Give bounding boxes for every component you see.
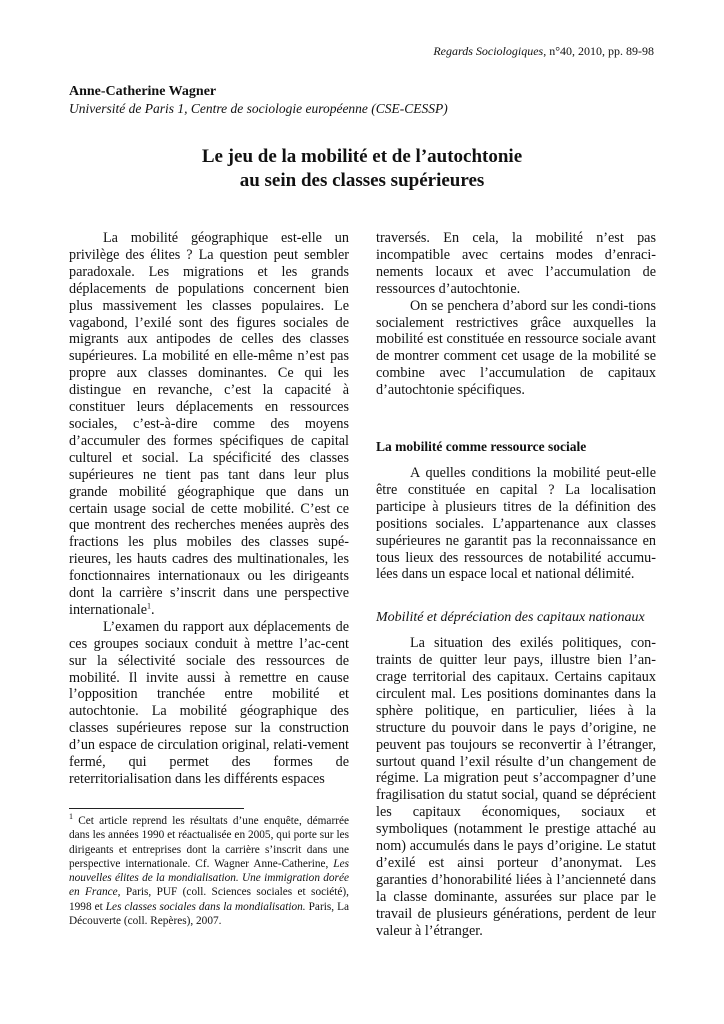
footnote-book-title: Les nouvelles élites de la mondialisation. Une immigration dorée en France, bbox=[69, 857, 349, 899]
footnote-separator bbox=[69, 808, 244, 809]
paragraph-end: . bbox=[151, 601, 155, 618]
paragraph: L’examen du rapport aux déplacements de ces groupes sociaux conduit à mettre l’ac-cent sur la sélectivité sociale des ressources de mobilité. Il invite aussi à remettre en cause l’opposition tranchée entre mobilité et autochtonie. La mobilité géographique des classes supérieures repose sur la construction d’un espace de circulation original, relati-vement fermé, qui permet des formes de reterritorialisation dans les différents espaces bbox=[69, 618, 349, 787]
title-line-1: Le jeu de la mobilité et de l’autochtonie bbox=[201, 146, 523, 167]
left-column bbox=[69, 230, 349, 788]
footnote bbox=[69, 814, 349, 928]
section-heading: La mobilité comme ressource sociale bbox=[376, 439, 587, 455]
footnote-text: Paris, La Découverte (coll. Repères), 2007. bbox=[69, 900, 349, 928]
title-line-2: au sein des classes supérieures bbox=[239, 170, 485, 191]
journal-citation bbox=[433, 44, 654, 59]
paragraph-text: La mobilité géographique est-elle un privilège des élites ? La question peut sembler paradoxale. Les migrations et les grands déplacements de populations concernent bien plus massivement les classes populaires. Le vagabond, l’exilé sont des figures sociales de migrants aux antipodes de celles des classes supérieures. La mobilité en elle-même n’est pas propre aux classes dominantes. Ce qui les distingue en revanche, c’est la capacité à constituer leurs déplacements en ressources sociales, c’est-à-dire comme des moyens d’accumuler des formes spécifiques de capital culturel et social. La spécificité des classes supérieures ne tient pas tant dans leur plus grande mobilité géographique que dans un certain usage social de cette mobilité. C’est ce que montrent des recherches menées auprès des fractions les plus mobiles des classes supé-rieures, les hauts cadres des multinationales, les fonctionnaires internationaux ou les dirigeants dont la carrière s’inscrit dans une perspective internationale bbox=[69, 230, 349, 618]
footnote-text: Paris, PUF (coll. Sciences sociales et société), 1998 et bbox=[69, 886, 349, 913]
footnote-book-title: Les classes sociales dans la mondialisation. bbox=[105, 900, 306, 913]
author-name: Anne-Catherine Wagner bbox=[69, 84, 217, 99]
paragraph: A quelles conditions la mobilité peut-elle être constituée en capital ? La localisation participe à plusieurs titres de la définition des positions sociales. L’appartenance aux classes supérieures ne garantit pas la reconnaissance en tous lieux des ressources de notabilité accumu-lées dans un espace local et national délimité. bbox=[376, 464, 656, 583]
subsection-heading: Mobilité et dépréciation des capitaux nationaux bbox=[376, 610, 645, 626]
author-affiliation: Université de Paris 1, Centre de sociologie européenne (CSE-CESSP) bbox=[69, 101, 448, 116]
article-title bbox=[69, 145, 655, 193]
paragraph bbox=[69, 230, 349, 619]
paragraph: traversés. En cela, la mobilité n’est pas incompatible avec certains modes d’enraci-nements locaux et avec l’accumulation de ressources d’autochtonie. bbox=[376, 230, 656, 297]
footnote-number: 1 bbox=[69, 812, 73, 822]
citation-details: , n°40, 2010, pp. 89-98 bbox=[543, 44, 654, 58]
paragraph: La situation des exilés politiques, con-traints de quitter leur pays, illustre bien l’an-crage territorial des capitaux. Certains capitaux circulent mal. Les positions dominantes dans la sphère politique, en particulier, liées à la structure du pouvoir dans le pays d’origine, ne peuvent pas toujours se reconvertir à l’étranger, surtout quand l’exil résulte d’un changement de régime. La migration peut s’accompagner d’une fragilisation du statut social, quand se déprécient les capitaux économiques, sociaux et symboliques (notamment le prestige attaché au nom) accumulés dans le pays d’origine. Le statut d’exilé est ainsi porteur d’anonymat. Les garanties d’honorabilité liées à l’ancienneté dans la classe dominante, assurées sur place par le travail de plusieurs générations, perdent de leur valeur à l’étranger. bbox=[376, 635, 656, 939]
footnote-text: Cet article reprend les résultats d’une enquête, démarrée dans les années 1990 et réactualisée en 2005, qui porte sur les dirigeants et entreprises dont la carrière s’inscrit dans une perspective internationale. Cf. Wagner Anne-Catherine, bbox=[69, 815, 349, 870]
footnote-ref[interactable]: 1 bbox=[147, 601, 151, 611]
right-column bbox=[376, 230, 656, 940]
paragraph: On se penchera d’abord sur les condi-tions socialement restrictives grâce auxquelles la mobilité est constituée en ressource sociale avant de montrer comment cet usage de la mobilité se combine avec l’accumulation de capitaux d’autochtonie spécifiques. bbox=[376, 297, 656, 399]
journal-title: Regards Sociologiques bbox=[433, 44, 544, 58]
